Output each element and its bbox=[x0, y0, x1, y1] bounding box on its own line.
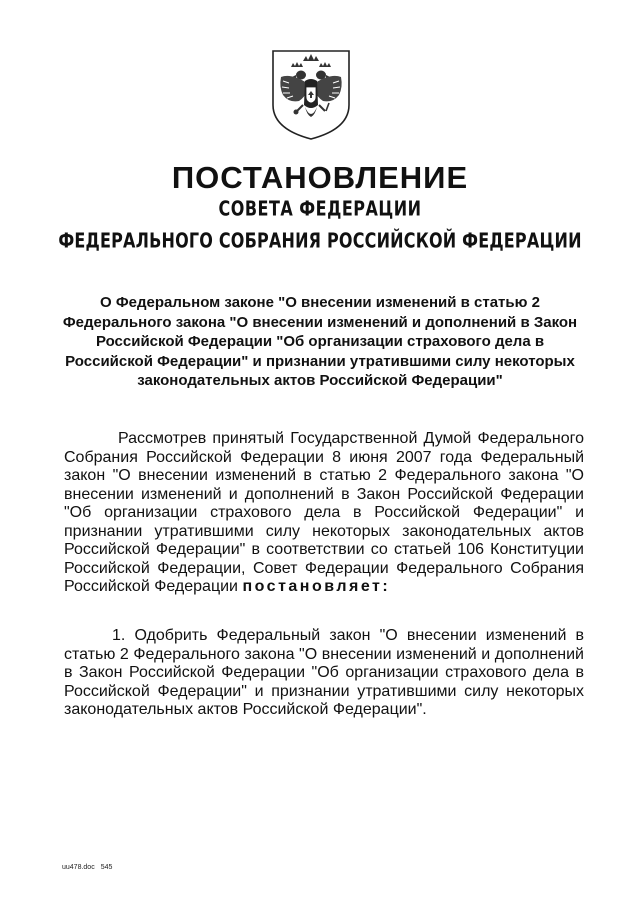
document-subtitle-body: ФЕДЕРАЛЬНОГО СОБРАНИЯ РОССИЙСКОЙ ФЕДЕРАЦИИ bbox=[58, 228, 582, 253]
preamble-text: Рассмотрев принятый Государственной Думой Федерального Собрания Российской Федерации 8 июня 2007 года Федеральный закон "О внесении изменений в статью 2 Федерального закона "О внесении изменений и дополнений в Закон Российской Федерации "Об организации страхового дела в Российской Федерации" и признании утратившими силу некоторых законодательных актов Российской Федерации" в соответствии со статьей 106 Конституции Российской Федерации, Совет Федерации Федерального Собрания Российской Федерации bbox=[64, 430, 584, 595]
resolves-keyword: постановляет: bbox=[242, 578, 391, 595]
doc-filename: uu478.doc bbox=[62, 864, 95, 871]
document-subject: О Федеральном законе "О внесении изменений в статью 2 Федерального закона "О внесении изменений и дополнений в Закон Российской Федерации "Об организации страхового дела в Российской Федерации" и признании утратившими силу некоторых законодательных актов Российской Федерации" bbox=[62, 294, 578, 389]
coat-of-arms-icon bbox=[269, 47, 353, 143]
preamble-paragraph bbox=[64, 430, 584, 597]
document-footer-code bbox=[62, 864, 112, 871]
document-subtitle-issuer: СОВЕТА ФЕДЕРАЦИИ bbox=[218, 196, 422, 221]
resolution-item-1: 1. Одобрить Федеральный закон "О внесении изменений в статью 2 Федерального закона "О внесении изменений и дополнений в Закон Российской Федерации "Об организации страхового дела в Российской Федерации" и признании утратившими силу некоторых законодательных актов Российской Федерации". bbox=[64, 627, 584, 718]
document-title: ПОСТАНОВЛЕНИЕ bbox=[171, 160, 469, 195]
doc-number: 545 bbox=[100, 864, 113, 871]
